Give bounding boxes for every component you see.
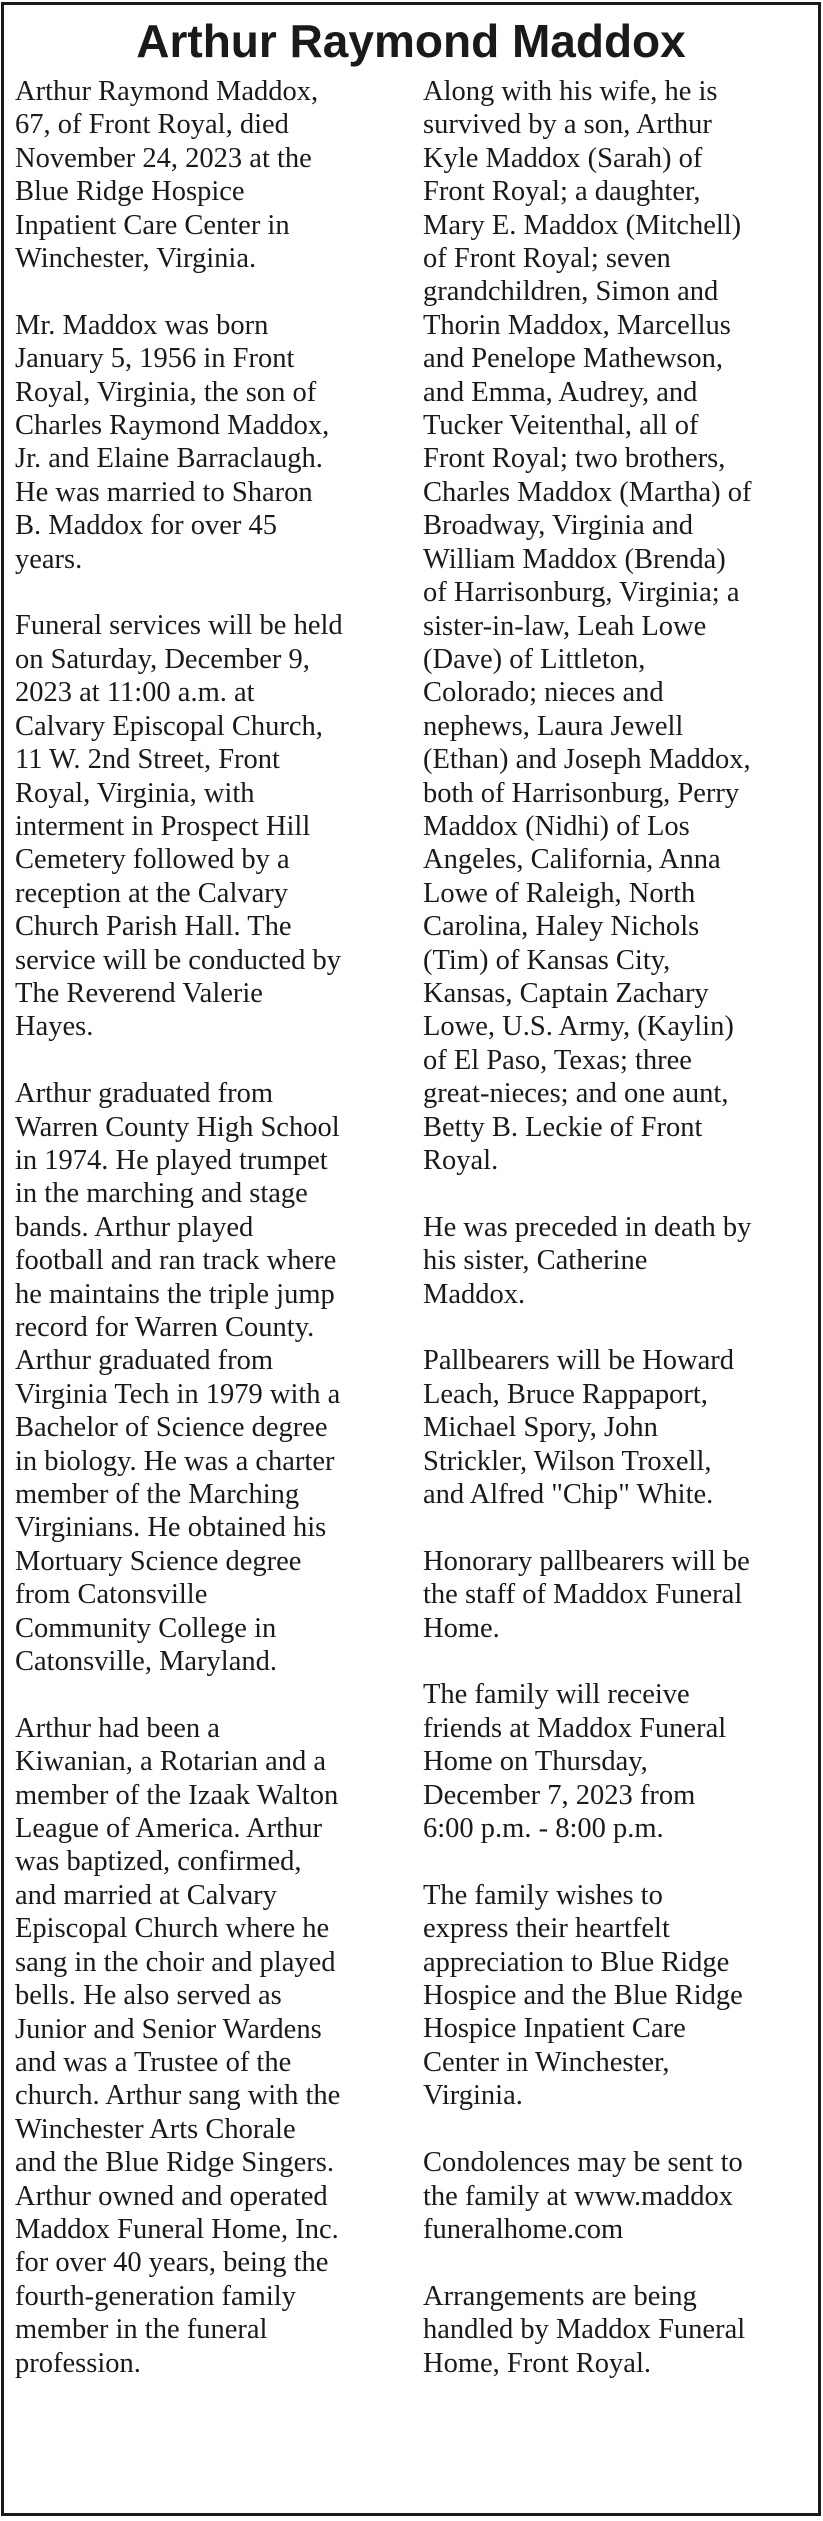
paragraph-funeral-services: Funeral services will be held on Saturday, December 9, 2023 at 11:00 a.m. at Calvary Episcopal Church, 11 W. 2nd Street, Front Royal, Virginia, with interment in Prospect Hill Cemetery followed by a reception at the Calvary Church Parish Hall. The service will be conducted by The Reverend Valerie Hayes.: [15, 610, 343, 1043]
paragraph-community-life: Arthur had been a Kiwanian, a Rotarian and a member of the Izaak Walton League of America. Arthur was baptized, confirmed, and married at Calvary Episcopal Church where he sang in the choir and played bells. He also served as Junior and Senior Wardens and was a Trustee of the church. Arthur sang with the Winchester Arts Chorale and the Blue Ridge Singers. Arthur owned and operated Maddox Funeral Home, Inc. for over 40 years, being the fourth-generation family member in the funeral profession.: [15, 1712, 341, 2379]
text-columns: [4, 75, 818, 2513]
paragraph-survivors: Along with his wife, he is survived by a son, Arthur Kyle Maddox (Sarah) of Front Royal; a daughter, Mary E. Maddox (Mitchell) of Front Royal; seven grandchildren, Simon and Thorin Maddox, Marcellus and Penelope Mathewson, and Emma, Audrey, and Tucker Veitenthal, all of Front Royal; two brothers, Charles Maddox (Martha) of Broadway, Virginia and William Maddox (Brenda) of Harrisonburg, Virginia; a sister-in-law, Leah Lowe (Dave) of Littleton, Colorado; nieces and nephews, Laura Jewell (Ethan) and Joseph Maddox, both of Harrisonburg, Perry Maddox (Nidhi) of Los Angeles, California, Anna Lowe of Raleigh, North Carolina, Haley Nichols (Tim) of Kansas City, Kansas, Captain Zachary Lowe, U.S. Army, (Kaylin) of El Paso, Texas; three great-nieces; and one aunt, Betty B. Leckie of Front Royal.: [423, 76, 752, 1176]
paragraph-preceded-in-death: He was preceded in death by his sister, Catherine Maddox.: [423, 1211, 752, 1310]
paragraph-appreciation: The family wishes to express their heartfelt appreciation to Blue Ridge Hospice and the Blue Ridge Hospice Inpatient Care Center in Winchester, Virginia.: [423, 1879, 743, 2112]
left-column: [15, 75, 400, 2413]
paragraph-death-notice: Arthur Raymond Maddox, 67, of Front Royal, died November 24, 2023 at the Blue Ridge Hospice Inpatient Care Center in Winchester, Virginia.: [15, 76, 319, 275]
obituary-title: Arthur Raymond Maddox: [136, 15, 686, 67]
right-column: [423, 75, 815, 2413]
paragraph-birth-marriage: Mr. Maddox was born January 5, 1956 in Front Royal, Virginia, the son of Charles Raymond Maddox, Jr. and Elaine Barraclaugh. He was married to Sharon B. Maddox for over 45 years.: [15, 309, 330, 575]
paragraph-condolences: Condolences may be sent to the family at www.maddox funeralhome.com: [423, 2147, 743, 2245]
paragraph-arrangements: Arrangements are being handled by Maddox Funeral Home, Front Royal.: [423, 2280, 746, 2379]
paragraph-visitation: The family will receive friends at Maddox Funeral Home on Thursday, December 7, 2023 from 6:00 p.m. - 8:00 p.m.: [423, 1679, 727, 1845]
paragraph-honorary-pallbearers: Honorary pallbearers will be the staff of Maddox Funeral Home.: [423, 1545, 750, 1644]
obituary-notice: [1, 2, 821, 2516]
paragraph-pallbearers: Pallbearers will be Howard Leach, Bruce Rappaport, Michael Spory, John Strickler, Wilson Troxell, and Alfred "Chip" White.: [423, 1345, 735, 1511]
paragraph-education: Arthur graduated from Warren County High School in 1974. He played trumpet in the marching and stage bands. Arthur played football and ran track where he maintains the triple jump record for Warren County. Arthur graduated from Virginia Tech in 1979 with a Bachelor of Science degree in biology. He was a charter member of the Marching Virginians. He obtained his Mortuary Science degree from Catonsville Community College in Catonsville, Maryland.: [15, 1078, 341, 1678]
